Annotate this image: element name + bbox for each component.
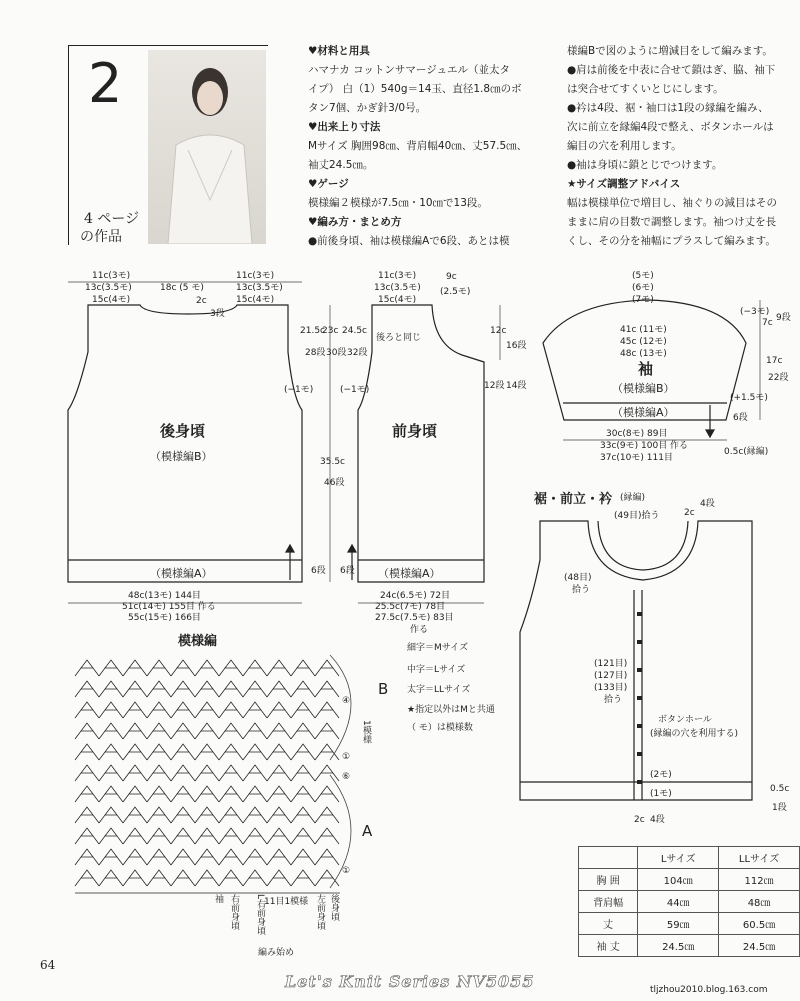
back-top-right-3: 15c(4モ) (236, 295, 275, 305)
edging-m2: (2モ) (650, 770, 672, 780)
stitch-symbol (243, 849, 267, 865)
sleeve-width-3: 48c (13モ) (620, 349, 667, 359)
edging-pick48: (48目) (564, 573, 592, 583)
front-neck-rows-3: 14段 (506, 381, 527, 391)
stitch-symbol (291, 828, 315, 844)
sleeve-bottom-1: 30c(8モ) 89目 (606, 429, 668, 439)
stitch-symbol (99, 723, 123, 739)
stitch-symbol (219, 786, 243, 802)
stitch-symbol (315, 723, 339, 739)
table-cell: 60.5㎝ (719, 913, 800, 935)
front-top-3: 15c(4モ) (378, 295, 417, 305)
stitch-symbol (243, 870, 267, 886)
stitch-symbol (171, 849, 195, 865)
front-armhole-rows-2: 30段 (326, 348, 347, 358)
back-body-outline (68, 305, 302, 582)
stitch-symbol (291, 786, 315, 802)
legend-3: 太字＝LLサイズ (407, 685, 471, 695)
front-neck-w2: (2.5モ) (440, 287, 471, 297)
edging-pick49: (49目)拾う (614, 511, 660, 521)
stitch-symbol (75, 849, 99, 865)
stitch-symbol (219, 744, 243, 760)
sleeve-title: 袖 (638, 360, 654, 378)
bottom-label-sleeve: 袖 (213, 894, 223, 903)
stitch-symbol (243, 786, 267, 802)
stitch-symbol (75, 660, 99, 676)
stitch-symbol (243, 807, 267, 823)
instruction-line: くし、その分を袖幅にプラスして編みます。 (567, 235, 776, 247)
instruction-line: ハマナカ コットンサマージュエル（並太タ (308, 64, 510, 76)
edging-pick-front-2: (127目) (594, 671, 628, 681)
stitch-symbol (291, 744, 315, 760)
table-cell: 背肩幅 (579, 891, 638, 913)
back-pattern-b: （模様編B） (150, 450, 213, 463)
stitch-symbol (267, 849, 291, 865)
bottom-label-lrf: L右前身頃 (255, 894, 265, 936)
stitch-symbol (75, 870, 99, 886)
sleeve-pattern-a: （模様編A） (612, 406, 675, 419)
front-dec: (−1モ) (340, 385, 370, 395)
edging-pick-front-1: (121目) (594, 659, 628, 669)
table-row (579, 935, 800, 957)
stitch-symbol (75, 702, 99, 718)
credit: tljzhou2010.blog.163.com (650, 985, 768, 995)
stitch-symbol (219, 870, 243, 886)
page-ref-line1: 4 ページ (84, 211, 140, 227)
sleeve-width-1: 41c (11モ) (620, 325, 667, 335)
front-same-as-back: 後ろと同じ (376, 333, 422, 343)
instruction-line: 幅は模様単位で増目し、袖ぐりの減目はその (567, 197, 777, 209)
stitch-symbol (123, 660, 147, 676)
sleeve-width-2: 45c (12モ) (620, 337, 667, 347)
edging-pick-front-b: 拾う (604, 695, 623, 705)
instruction-line: Mサイズ 胸囲98㎝、背肩幅40㎝、丈57.5㎝、 (308, 140, 528, 152)
front-cast: 作る (410, 625, 429, 635)
bottom-label-repeat: 11目1模様 (264, 897, 309, 907)
bottom-label-rf: 右前身頃 (229, 894, 239, 930)
stitch-symbol (267, 807, 291, 823)
back-bottom-3: 55c(15モ) 166目 (128, 613, 201, 623)
front-bottom-1: 24c(6.5モ) 72目 (380, 591, 451, 601)
stitch-symbol (147, 681, 171, 697)
stitch-symbol (291, 807, 315, 823)
back-top-right-1: 11c(3モ) (236, 271, 275, 281)
edging-bot2c: 2c (634, 815, 645, 825)
instruction-line: 編目の穴を利用します。 (567, 140, 682, 152)
stitch-symbol (195, 681, 219, 697)
front-top-1: 11c(3モ) (378, 271, 417, 281)
cast-on-label: 編み始め (258, 948, 295, 958)
row-mark-1a: ① (342, 752, 351, 762)
front-body-h: 35.5c (320, 457, 345, 467)
stitch-symbol (267, 681, 291, 697)
buttonhole-marks (637, 612, 642, 784)
pattern-title: 模様編 (178, 634, 218, 649)
table-cell: 112㎝ (719, 869, 800, 891)
stitch-symbol (99, 807, 123, 823)
edging-top2c: 2c (684, 508, 695, 518)
stitch-symbol (291, 660, 315, 676)
stitch-symbol (243, 723, 267, 739)
instruction-line: ままに肩の目数で調整します。袖つけ丈を長 (567, 216, 777, 228)
back-top-left-1: 11c(3モ) (92, 271, 131, 281)
stitch-symbol (195, 870, 219, 886)
stitch-symbol (99, 765, 123, 781)
edging-buttonhole: ボタンホール (658, 715, 712, 725)
front-neck-rows-1: 16段 (506, 341, 527, 351)
sleeve-edge: 0.5c(縁編) (724, 447, 769, 457)
size-table (578, 846, 800, 957)
sleeve-bottom-3: 37c(10モ) 111目 (600, 453, 673, 463)
stitch-symbol (243, 681, 267, 697)
stitch-symbol (195, 849, 219, 865)
instruction-line: 様編Bで図のように増減目をして編みます。 (567, 45, 773, 57)
front-armhole-3: 24.5c (342, 326, 367, 336)
instruction-line: イプ） 白（1）540g＝14玉、直径1.8㎝のボ (308, 83, 522, 95)
stitch-symbol (315, 849, 339, 865)
instruction-line: タン7個、かぎ針3/0号。 (308, 102, 427, 114)
edging-m1: (1モ) (650, 789, 672, 799)
stitch-symbol (99, 744, 123, 760)
stitch-symbol (147, 660, 171, 676)
stitch-symbol (267, 765, 291, 781)
legend-2: 中字＝Lサイズ (407, 665, 466, 675)
sleeve-body-h: 17c (766, 356, 783, 366)
table-row (579, 891, 800, 913)
table-row (579, 869, 800, 891)
stitch-symbol (219, 765, 243, 781)
front-neck-h: 12c (490, 326, 507, 336)
stitch-symbol (267, 702, 291, 718)
table-cell: 24.5㎝ (638, 935, 719, 957)
edging-buttonhole2: (縁編の穴を利用する) (650, 729, 739, 739)
stitch-symbol (219, 849, 243, 865)
instruction-line: ●衿は4段、裾・袖口は1段の縁編を編み、 (567, 102, 769, 114)
stitch-symbol (99, 849, 123, 865)
stitch-symbol (75, 807, 99, 823)
sleeve-h6: 6段 (733, 413, 748, 423)
stitch-symbol (243, 702, 267, 718)
table-cell: Lサイズ (638, 847, 719, 869)
stitch-symbol (171, 723, 195, 739)
stitch-symbol (123, 744, 147, 760)
stitch-symbol (291, 870, 315, 886)
stitch-symbol (219, 828, 243, 844)
stitch-symbol (99, 660, 123, 676)
edging-outline (520, 521, 752, 800)
stitch-symbol (267, 660, 291, 676)
stitch-symbol (147, 786, 171, 802)
stitch-symbol (195, 723, 219, 739)
instruction-line: ●袖は身頃に鎖とじでつけます。 (567, 159, 723, 171)
stitch-symbol (123, 849, 147, 865)
stitch-symbol (195, 744, 219, 760)
stitch-symbol (195, 786, 219, 802)
stitch-symbol (171, 681, 195, 697)
back-neck-3: 3段 (210, 309, 225, 319)
table-cell: 胸 囲 (579, 869, 638, 891)
instruction-line: ●前後身頃、袖は模様編Aで6段、あとは模 (308, 235, 510, 247)
stitch-symbol (75, 744, 99, 760)
stitch-symbol (99, 786, 123, 802)
stitch-symbol (315, 702, 339, 718)
stitch-symbol (147, 765, 171, 781)
front-neck-w: 9c (446, 272, 457, 282)
front-bottom-3: 27.5c(7.5モ) 83目 (375, 613, 454, 623)
front-neck-rows-2: 12段 (484, 381, 505, 391)
legend-4: ★指定以外はMと共通 (407, 705, 495, 715)
series-title: Let's Knit Series NV5055 (285, 972, 535, 991)
front-body-outline (358, 305, 484, 582)
stitch-symbol (147, 723, 171, 739)
stitch-symbol (267, 828, 291, 844)
stitch-symbol (123, 681, 147, 697)
stitch-chart (75, 660, 340, 893)
back-h6: 6段 (311, 566, 326, 576)
back-bottom-2: 51c(14モ) 155目 作る (122, 602, 216, 612)
stitch-symbol (195, 765, 219, 781)
instruction-line: ★サイズ調整アドバイス (567, 178, 681, 190)
edging-pick-front-3: (133目) (594, 683, 628, 693)
stitch-symbol (123, 870, 147, 886)
stitch-symbol (219, 702, 243, 718)
back-neck-2c: 2c (196, 296, 207, 306)
stitch-symbol (195, 660, 219, 676)
stitch-symbol (147, 828, 171, 844)
table-cell: 丈 (579, 913, 638, 935)
stitch-symbol (243, 765, 267, 781)
table-cell: 袖 丈 (579, 935, 638, 957)
stitch-symbol (99, 702, 123, 718)
stitch-symbol (315, 765, 339, 781)
row-mark-6: ⑥ (342, 772, 351, 782)
front-top-2: 13c(3.5モ) (374, 283, 421, 293)
stitch-symbol (123, 786, 147, 802)
stitch-symbol (267, 723, 291, 739)
instruction-line: ●肩は前後を中表に合せて鎖はぎ、脇、袖下 (567, 64, 776, 76)
stitch-symbol (195, 828, 219, 844)
row-mark-4: ④ (342, 696, 351, 706)
instruction-line: 次に前立を縁編4段で整え、ボタンホールは (567, 121, 774, 133)
stitch-symbol (171, 870, 195, 886)
sleeve-inc: (+1.5モ) (730, 393, 768, 403)
one-repeat: 1模様 (361, 720, 371, 744)
front-armhole-2: 23c (322, 326, 339, 336)
stitch-symbol (171, 786, 195, 802)
front-h6: 6段 (340, 566, 355, 576)
legend-5: （ モ）は模様数 (407, 723, 473, 733)
stitch-symbol (75, 765, 99, 781)
edging-title-paren: (縁編) (620, 493, 646, 503)
table-cell: LLサイズ (719, 847, 800, 869)
instruction-line: ♥材料と用具 (308, 45, 370, 57)
sleeve-dec: (−3モ) (740, 307, 770, 317)
page-ref-line2: の作品 (80, 229, 122, 245)
table-cell: 104㎝ (638, 869, 719, 891)
instruction-line: 模様編２模様が7.5㎝・10㎝で13段。 (308, 197, 488, 209)
table-cell: 59㎝ (638, 913, 719, 935)
stitch-symbol (315, 870, 339, 886)
stitch-symbol (75, 723, 99, 739)
stitch-symbol (171, 660, 195, 676)
stitch-symbol (267, 744, 291, 760)
sleeve-pattern-b: （模様編B） (612, 382, 675, 395)
stitch-symbol (123, 765, 147, 781)
pattern-number: 2 (88, 52, 123, 115)
stitch-symbol (75, 786, 99, 802)
back-dec: (−1モ) (284, 385, 314, 395)
table-cell: 24.5㎝ (719, 935, 800, 957)
page-number: 64 (40, 958, 56, 972)
back-top-left-3: 15c(4モ) (92, 295, 131, 305)
stitch-symbol (147, 849, 171, 865)
front-title: 前身頃 (392, 422, 438, 440)
row-mark-1b: ① (342, 866, 351, 876)
sleeve-body-rows: 22段 (768, 373, 789, 383)
sleeve-cap-h: 7c (762, 318, 773, 328)
stitch-symbol (267, 870, 291, 886)
stitch-symbol (99, 870, 123, 886)
edging-bot4: 4段 (650, 815, 665, 825)
front-bottom-2: 25.5c(7モ) 78目 (375, 602, 446, 612)
back-top-mid: 18c (5 モ) (160, 283, 204, 293)
stitch-symbol (315, 828, 339, 844)
front-pattern-a: （模様編A） (378, 567, 441, 580)
stitch-symbol (267, 786, 291, 802)
stitch-symbol (243, 828, 267, 844)
stitch-symbol (315, 660, 339, 676)
stitch-symbol (123, 828, 147, 844)
stitch-symbol (171, 765, 195, 781)
back-bottom-1: 48c(13モ) 144目 (128, 591, 201, 601)
stitch-symbol (75, 681, 99, 697)
back-pattern-a: （模様編A） (150, 567, 213, 580)
stitch-symbol (171, 702, 195, 718)
front-armhole-rows-1: 28段 (305, 348, 326, 358)
edging-top4: 4段 (700, 499, 715, 509)
back-top-right-2: 13c(3.5モ) (236, 283, 283, 293)
stitch-symbol (315, 681, 339, 697)
back-top-left-2: 13c(3.5モ) (85, 283, 132, 293)
stitch-symbol (123, 702, 147, 718)
stitch-symbol (147, 702, 171, 718)
stitch-symbol (195, 807, 219, 823)
table-cell: 48㎝ (719, 891, 800, 913)
stitch-symbol (315, 807, 339, 823)
stitch-symbol (99, 681, 123, 697)
stitch-symbol (219, 660, 243, 676)
stitch-symbol (147, 807, 171, 823)
stitch-symbol (291, 849, 315, 865)
stitch-symbol (315, 786, 339, 802)
instruction-line: ♥ゲージ (308, 178, 349, 190)
table-header-row (579, 847, 800, 869)
bottom-label-lf: 左前身頃 (315, 894, 325, 930)
back-title: 後身頃 (160, 422, 206, 440)
front-body-rows: 46段 (324, 478, 345, 488)
stitch-symbol (219, 681, 243, 697)
stitch-symbol (291, 702, 315, 718)
label-b: B (378, 680, 389, 698)
instruction-line: 袖丈24.5㎝。 (308, 159, 374, 171)
sleeve-cap-rows: 9段 (776, 313, 791, 323)
edging-r05: 0.5c (770, 784, 790, 794)
edging-pick48b: 拾う (572, 585, 591, 595)
stitch-symbol (123, 807, 147, 823)
front-armhole-rows-3: 32段 (347, 348, 368, 358)
table-cell: 44㎝ (638, 891, 719, 913)
stitch-symbol (291, 723, 315, 739)
instruction-line: は突合せてすくいとじにします。 (567, 83, 724, 95)
instruction-line: ♥編み方・まとめ方 (308, 216, 402, 228)
stitch-symbol (243, 660, 267, 676)
front-armhole-1: 21.5c (300, 326, 325, 336)
stitch-symbol (147, 744, 171, 760)
edging-r1: 1段 (772, 803, 787, 813)
stitch-symbol (171, 744, 195, 760)
stitch-symbol (123, 723, 147, 739)
stitch-symbol (291, 681, 315, 697)
stitch-symbol (219, 807, 243, 823)
sleeve-top-3: (7モ) (632, 295, 654, 305)
sleeve-bottom-2: 33c(9モ) 100目 作る (600, 441, 689, 451)
stitch-symbol (147, 870, 171, 886)
stitch-symbol (219, 723, 243, 739)
sleeve-top-2: (6モ) (632, 283, 654, 293)
stitch-symbol (75, 828, 99, 844)
sleeve-top-1: (5モ) (632, 271, 654, 281)
table-cell (579, 847, 638, 869)
stitch-symbol (99, 828, 123, 844)
stitch-symbol (291, 765, 315, 781)
instruction-line: ♥出来上り寸法 (308, 121, 381, 133)
stitch-symbol (243, 744, 267, 760)
edging-title: 裾・前立・衿 (534, 492, 613, 507)
stitch-symbol (171, 807, 195, 823)
label-a: A (362, 822, 373, 840)
stitch-symbol (195, 702, 219, 718)
stitch-symbol (171, 828, 195, 844)
table-row (579, 913, 800, 935)
legend-1: 細字＝Mサイズ (407, 643, 469, 653)
bottom-label-back: 後身頃 (329, 894, 339, 921)
